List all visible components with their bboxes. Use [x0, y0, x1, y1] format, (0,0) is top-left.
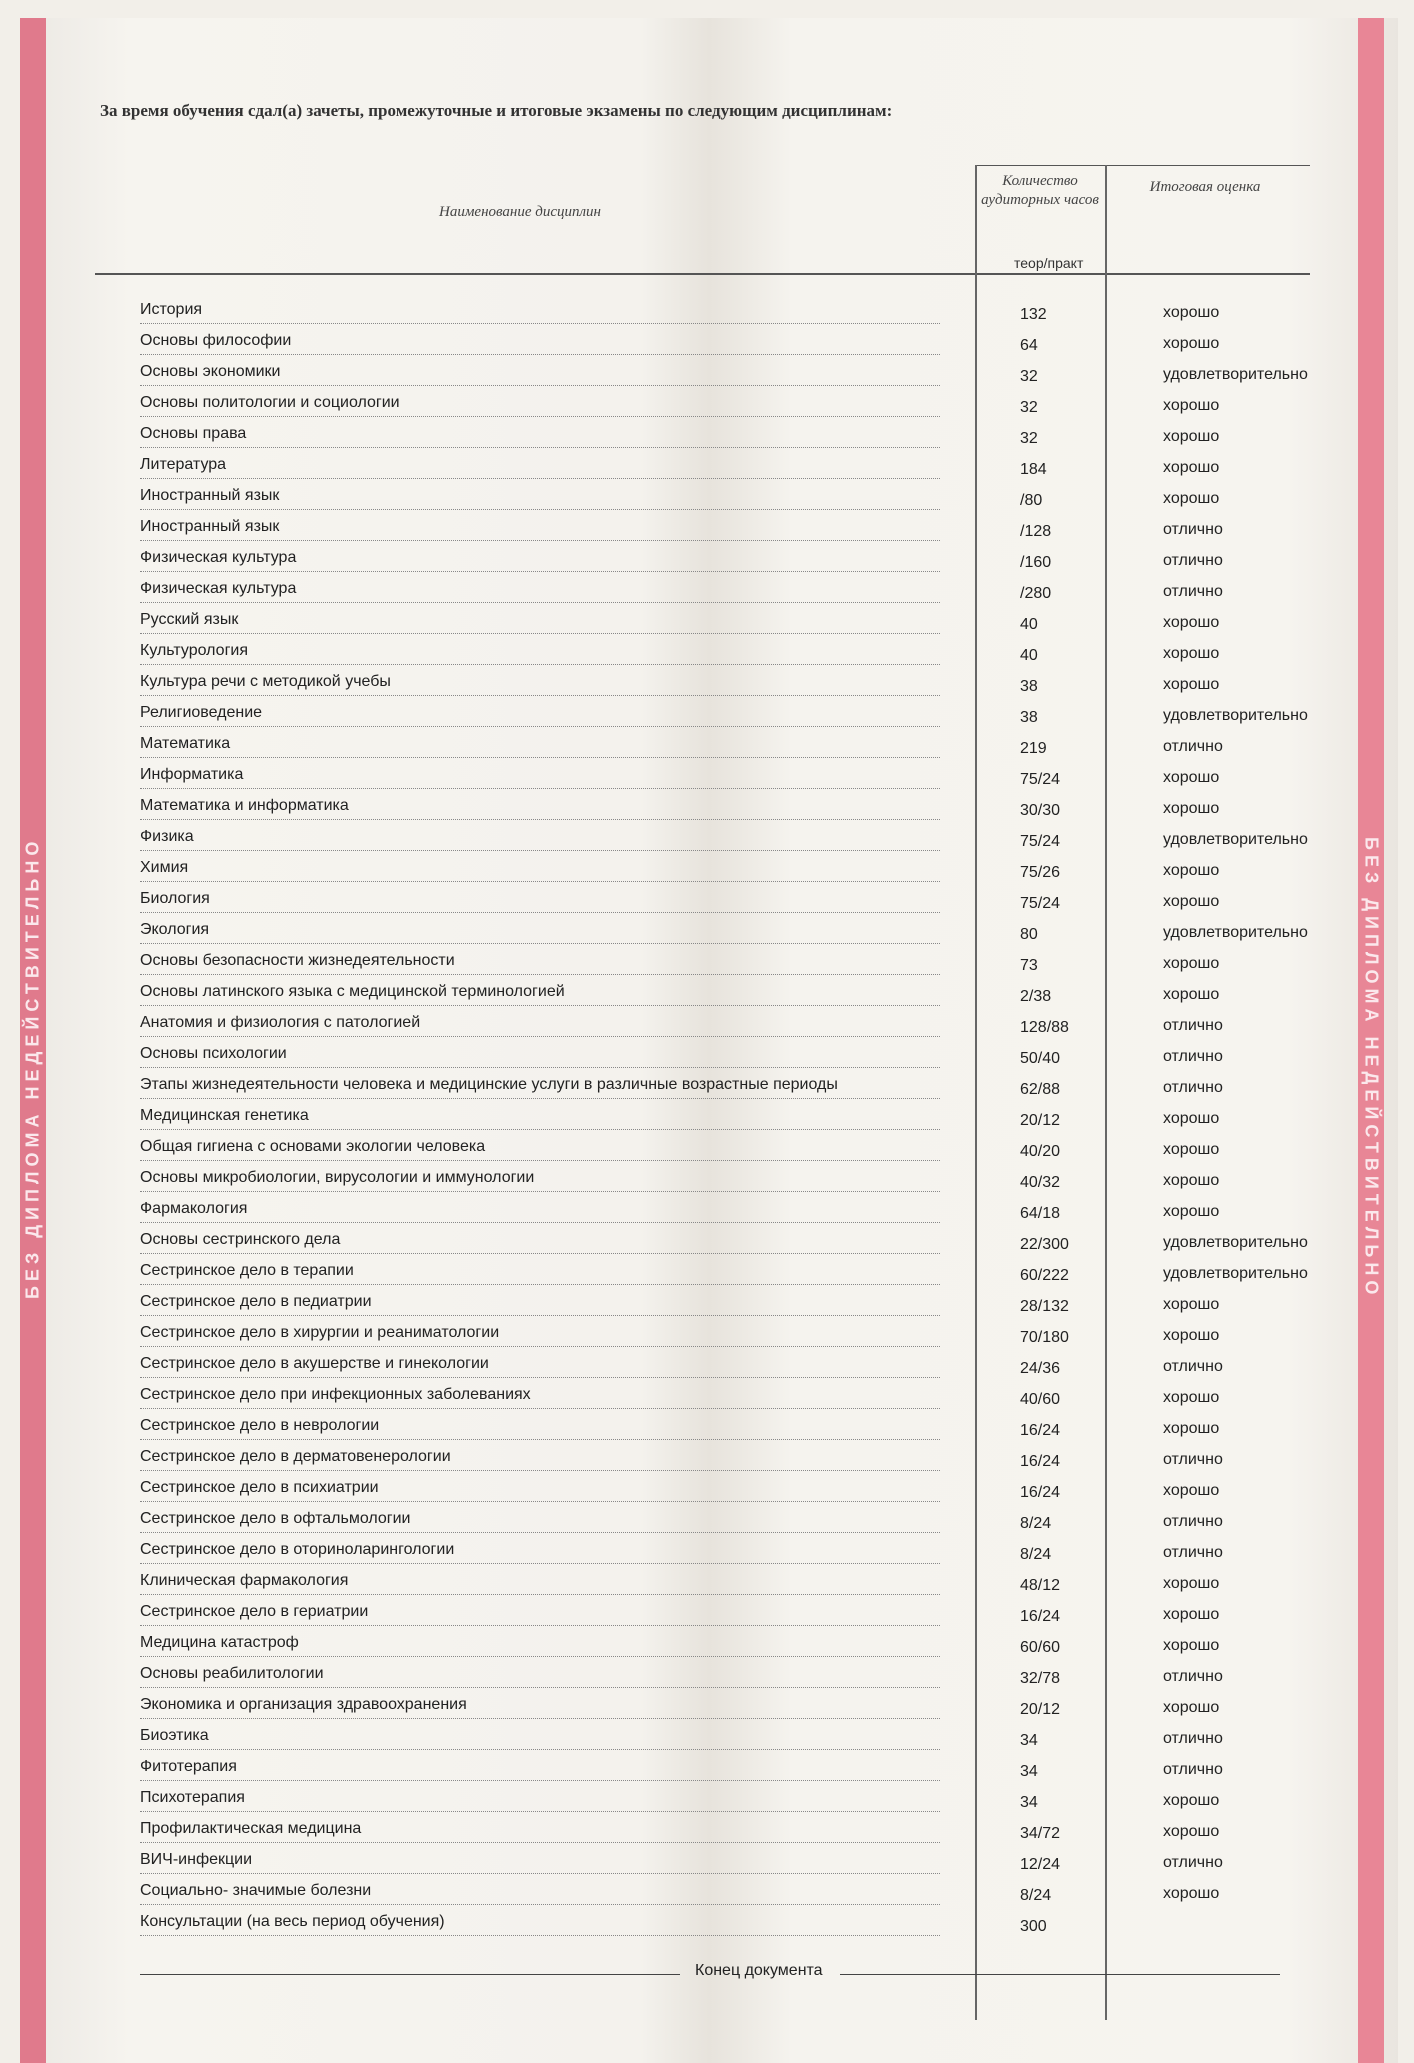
discipline-grade: хорошо: [1163, 1482, 1220, 1499]
discipline-name-text: Общая гигиена с основами экологии человека: [140, 1138, 486, 1155]
table-row: [140, 1573, 1290, 1597]
discipline-name: [140, 1231, 940, 1254]
discipline-name-text: Иностранный язык: [140, 518, 280, 535]
discipline-hours: 16/24: [1020, 1422, 1061, 1439]
discipline-name: [140, 1014, 940, 1037]
discipline-grade: хорошо: [1163, 862, 1220, 879]
discipline-hours: 12/24: [1020, 1856, 1061, 1873]
table-row: [140, 550, 1290, 574]
table-row: [140, 1542, 1290, 1566]
discipline-grade: хорошо: [1163, 986, 1220, 1003]
discipline-grade: хорошо: [1163, 1792, 1220, 1809]
discipline-hours: 40: [1020, 616, 1038, 633]
discipline-name-text: Сестринское дело в психиатрии: [140, 1479, 379, 1496]
table-row: [140, 828, 1308, 853]
discipline-grade: хорошо: [1163, 1172, 1220, 1189]
discipline-hours: 40/60: [1020, 1391, 1061, 1408]
table-row: [140, 1666, 1290, 1690]
discipline-hours: /160: [1020, 554, 1052, 571]
discipline-name: [140, 456, 940, 479]
discipline-name-text: Социально- значимые болезни: [140, 1882, 372, 1899]
discipline-grade: отлично: [1163, 1854, 1223, 1871]
discipline-name-text: ВИЧ-инфекции: [140, 1851, 253, 1868]
discipline-name: [140, 1045, 940, 1068]
table-row: [140, 674, 1290, 698]
discipline-grade: хорошо: [1163, 1141, 1220, 1158]
table-row: [140, 519, 1290, 543]
discipline-name-text: Информатика: [140, 766, 244, 783]
discipline-hours: 34: [1020, 1794, 1038, 1811]
table-row: [140, 1480, 1290, 1504]
discipline-grade: хорошо: [1163, 614, 1220, 631]
discipline-grade: удовлетворительно: [1163, 1234, 1308, 1251]
discipline-name: [140, 1882, 940, 1905]
discipline-name: [140, 921, 940, 944]
discipline-name-text: Экология: [140, 921, 210, 938]
discipline-name-text: Основы экономики: [140, 363, 281, 380]
discipline-grade: хорошо: [1163, 893, 1220, 910]
discipline-name-text: Основы реабилитологии: [140, 1665, 324, 1682]
table-row: [140, 767, 1290, 791]
discipline-hours: 64/18: [1020, 1205, 1061, 1222]
discipline-hours: 34: [1020, 1763, 1038, 1780]
footer-text: Конец документа: [695, 1962, 823, 1979]
table-row: [140, 1139, 1290, 1163]
discipline-name: [140, 1107, 940, 1130]
discipline-name-text: Сестринское дело в неврологии: [140, 1417, 380, 1434]
discipline-name-text: Русский язык: [140, 611, 239, 628]
discipline-hours: 62/88: [1020, 1081, 1061, 1098]
discipline-name: [140, 1851, 940, 1874]
discipline-name: [140, 797, 940, 820]
document-footer: [140, 1960, 1280, 1984]
discipline-name: [140, 1138, 940, 1161]
discipline-grade: хорошо: [1163, 769, 1220, 786]
discipline-name: [140, 828, 940, 851]
discipline-hours: 22/300: [1020, 1236, 1069, 1253]
discipline-grade: отлично: [1163, 1761, 1223, 1778]
discipline-name: [140, 1448, 940, 1471]
discipline-hours: 75/26: [1020, 864, 1061, 881]
discipline-grade: отлично: [1163, 1017, 1223, 1034]
discipline-hours: 2/38: [1020, 988, 1052, 1005]
table-row: [140, 1418, 1290, 1442]
discipline-hours: /80: [1020, 492, 1043, 509]
discipline-name: [140, 425, 940, 448]
discipline-hours: 32: [1020, 430, 1038, 447]
table-row: [140, 921, 1308, 946]
discipline-name-text: Фитотерапия: [140, 1758, 237, 1775]
discipline-name: [140, 580, 940, 603]
discipline-name-text: Иностранный язык: [140, 487, 280, 504]
discipline-name: [140, 1727, 940, 1750]
table-row: [140, 891, 1290, 915]
discipline-hours: 8/24: [1020, 1515, 1052, 1532]
discipline-name: [140, 332, 940, 355]
discipline-grade: хорошо: [1163, 1637, 1220, 1654]
table-row: [140, 1852, 1290, 1876]
discipline-name: [140, 611, 940, 634]
discipline-name: [140, 1076, 940, 1099]
discipline-hours: 16/24: [1020, 1484, 1061, 1501]
discipline-grade: хорошо: [1163, 1420, 1220, 1437]
discipline-name-text: Сестринское дело в хирургии и реаниматологии: [140, 1324, 500, 1341]
discipline-name: [140, 1572, 940, 1595]
discipline-name: [140, 1262, 940, 1285]
table-row: [140, 1759, 1290, 1783]
discipline-name-text: Анатомия и физиология с патологией: [140, 1014, 421, 1031]
discipline-grade: хорошо: [1163, 1296, 1220, 1313]
table-row: [140, 1325, 1290, 1349]
discipline-name: [140, 704, 940, 727]
discipline-hours: /128: [1020, 523, 1052, 540]
table-row: [140, 984, 1290, 1008]
discipline-hours: 20/12: [1020, 1112, 1061, 1129]
column-header-name: Наименование дисциплин: [439, 204, 601, 220]
discipline-grade: хорошо: [1163, 955, 1220, 972]
table-row: [140, 426, 1290, 450]
discipline-name-text: Медицина катастроф: [140, 1634, 299, 1651]
discipline-hours: /280: [1020, 585, 1052, 602]
discipline-name-text: Сестринское дело в дерматовенерологии: [140, 1448, 451, 1465]
table-row: [140, 1449, 1290, 1473]
discipline-hours: 40: [1020, 647, 1038, 664]
table-row: [140, 1015, 1290, 1039]
discipline-grade: отлично: [1163, 1048, 1223, 1065]
discipline-grade: хорошо: [1163, 1606, 1220, 1623]
discipline-grade: удовлетворительно: [1163, 707, 1308, 724]
discipline-name-text: Математика: [140, 735, 231, 752]
discipline-grade: удовлетворительно: [1163, 831, 1308, 848]
footer-rule-right: [840, 1974, 1280, 1975]
discipline-name: [140, 983, 940, 1006]
discipline-grade: хорошо: [1163, 1203, 1220, 1220]
discipline-hours: 30/30: [1020, 802, 1061, 819]
discipline-hours: 8/24: [1020, 1887, 1052, 1904]
discipline-grade: отлично: [1163, 552, 1223, 569]
discipline-name-text: Культурология: [140, 642, 249, 659]
table-row: [140, 1231, 1308, 1256]
discipline-name-text: Основы латинского языка с медицинской терминологией: [140, 983, 565, 1000]
discipline-hours: 219: [1020, 740, 1047, 757]
discipline-hours: 20/12: [1020, 1701, 1061, 1718]
table-row: [140, 1883, 1290, 1907]
table-row: [140, 1077, 1290, 1101]
discipline-name: [140, 952, 940, 975]
discipline-name: [140, 673, 940, 696]
discipline-name: [140, 1696, 940, 1719]
column-subheader-hours: теор/практ: [1014, 255, 1084, 271]
discipline-hours: 40/32: [1020, 1174, 1061, 1191]
discipline-grade: отлично: [1163, 521, 1223, 538]
discipline-name-text: Биология: [140, 890, 210, 907]
discipline-grade: хорошо: [1163, 335, 1220, 352]
discipline-hours: 60/222: [1020, 1267, 1069, 1284]
discipline-grade: хорошо: [1163, 800, 1220, 817]
discipline-grade: хорошо: [1163, 1699, 1220, 1716]
discipline-grade: отлично: [1163, 1358, 1223, 1375]
discipline-name: [140, 1665, 940, 1688]
discipline-name-text: Сестринское дело при инфекционных заболеваниях: [140, 1386, 531, 1403]
discipline-hours: 28/132: [1020, 1298, 1069, 1315]
discipline-name: [140, 1417, 940, 1440]
table-row: [140, 302, 1290, 326]
discipline-hours: 50/40: [1020, 1050, 1061, 1067]
discipline-name: [140, 642, 940, 665]
discipline-name: [140, 394, 940, 417]
discipline-name-text: Сестринское дело в офтальмологии: [140, 1510, 411, 1527]
table-row: [140, 1604, 1290, 1628]
discipline-grade: отлично: [1163, 1513, 1223, 1530]
table-row: [140, 1635, 1290, 1659]
discipline-hours: 70/180: [1020, 1329, 1069, 1346]
discipline-name-text: Биоэтика: [140, 1727, 209, 1744]
discipline-name-text: Основы права: [140, 425, 247, 442]
discipline-hours: 34: [1020, 1732, 1038, 1749]
discipline-name-text: Основы сестринского дела: [140, 1231, 341, 1248]
discipline-hours: 38: [1020, 709, 1038, 726]
table-row: [140, 643, 1290, 667]
discipline-name-text: Культура речи с методикой учебы: [140, 673, 391, 690]
discipline-hours: 132: [1020, 306, 1047, 323]
table-row: [140, 488, 1290, 512]
discipline-grade: хорошо: [1163, 1389, 1220, 1406]
discipline-hours: 34/72: [1020, 1825, 1061, 1842]
table-row: [140, 363, 1308, 388]
discipline-name: [140, 1634, 940, 1657]
discipline-name-text: Основы философии: [140, 332, 292, 349]
table-row: [140, 798, 1290, 822]
discipline-name: [140, 1820, 940, 1843]
discipline-hours: 73: [1020, 957, 1038, 974]
discipline-grade: отлично: [1163, 1668, 1223, 1685]
discipline-hours: 64: [1020, 337, 1038, 354]
discipline-name-text: Физическая культура: [140, 580, 297, 597]
discipline-name: [140, 487, 940, 510]
discipline-hours: 75/24: [1020, 895, 1061, 912]
discipline-hours: 32: [1020, 368, 1038, 385]
discipline-grade: отлично: [1163, 583, 1223, 600]
discipline-name-text: Этапы жизнедеятельности человека и медицинские услуги в различные возрастные периоды: [140, 1076, 838, 1093]
table-row: [140, 581, 1290, 605]
table-row: [140, 736, 1290, 760]
discipline-grade: хорошо: [1163, 304, 1220, 321]
header-rule-top: [975, 165, 1310, 166]
discipline-hours: 75/24: [1020, 771, 1061, 788]
table-row: [140, 1790, 1290, 1814]
discipline-hours: 75/24: [1020, 833, 1061, 850]
discipline-name: [140, 735, 940, 758]
discipline-hours: 128/88: [1020, 1019, 1069, 1036]
discipline-hours: 38: [1020, 678, 1038, 695]
table-row: [140, 1201, 1290, 1225]
table-row: [140, 1294, 1290, 1318]
discipline-name: [140, 1293, 940, 1316]
discipline-grade: хорошо: [1163, 1823, 1220, 1840]
discipline-name-text: Основы психологии: [140, 1045, 287, 1062]
discipline-hours: 8/24: [1020, 1546, 1052, 1563]
discipline-name: [140, 1386, 940, 1409]
discipline-name: [140, 1758, 940, 1781]
header-rule: [95, 273, 1310, 275]
table-row: [140, 1821, 1290, 1845]
discipline-grade: удовлетворительно: [1163, 366, 1308, 383]
discipline-grade: хорошо: [1163, 1110, 1220, 1127]
discipline-hours: 184: [1020, 461, 1047, 478]
table-row: [140, 1697, 1290, 1721]
table-row: [140, 860, 1290, 884]
table-row: [140, 704, 1308, 729]
discipline-name: [140, 859, 940, 882]
discipline-hours: 32: [1020, 399, 1038, 416]
discipline-name-text: Медицинская генетика: [140, 1107, 309, 1124]
side-warning-left: БЕЗ ДИПЛОМА НЕДЕЙСТВИТЕЛЬНО: [22, 836, 43, 1300]
discipline-grade: хорошо: [1163, 459, 1220, 476]
discipline-name: [140, 890, 940, 913]
discipline-grade: хорошо: [1163, 1575, 1220, 1592]
discipline-grade: хорошо: [1163, 490, 1220, 507]
discipline-name: [140, 1913, 940, 1936]
discipline-name-text: Экономика и организация здравоохранения: [140, 1696, 467, 1713]
discipline-name-text: Основы безопасности жизнедеятельности: [140, 952, 455, 969]
discipline-name: [140, 766, 940, 789]
discipline-name-text: Химия: [140, 859, 189, 876]
discipline-grade: отлично: [1163, 1730, 1223, 1747]
discipline-name-text: Психотерапия: [140, 1789, 245, 1806]
discipline-name: [140, 518, 940, 541]
table-row: [140, 1387, 1290, 1411]
column-header-grade: Итоговая оценка: [1149, 179, 1261, 195]
discipline-name-text: Сестринское дело в акушерстве и гинекологии: [140, 1355, 489, 1372]
side-warning-right: БЕЗ ДИПЛОМА НЕДЕЙСТВИТЕЛЬНО: [1361, 836, 1382, 1300]
footer-rule-left: [140, 1974, 680, 1975]
discipline-name-text: Физика: [140, 828, 194, 845]
table-row: [140, 457, 1290, 481]
table-row: [140, 612, 1290, 636]
discipline-name-text: Сестринское дело в педиатрии: [140, 1293, 372, 1310]
discipline-hours: 80: [1020, 926, 1038, 943]
discipline-name: [140, 1355, 940, 1378]
discipline-grade: хорошо: [1163, 645, 1220, 662]
discipline-name-text: Профилактическая медицина: [140, 1820, 362, 1837]
discipline-name-text: Сестринское дело в гериатрии: [140, 1603, 369, 1620]
discipline-name-text: Основы политологии и социологии: [140, 394, 400, 411]
discipline-name-text: Физическая культура: [140, 549, 297, 566]
discipline-grade: удовлетворительно: [1163, 1265, 1308, 1282]
discipline-name: [140, 301, 940, 324]
discipline-hours: 48/12: [1020, 1577, 1061, 1594]
discipline-grade: отлично: [1163, 1079, 1223, 1096]
discipline-hours: 60/60: [1020, 1639, 1061, 1656]
discipline-grade: хорошо: [1163, 397, 1220, 414]
table-row: [140, 1262, 1308, 1287]
table-row: [140, 333, 1290, 357]
discipline-name: [140, 1324, 940, 1347]
table-row: [140, 1108, 1290, 1132]
discipline-hours: 16/24: [1020, 1453, 1061, 1470]
table-row: [140, 953, 1290, 977]
discipline-name-text: Основы микробиологии, вирусологии и иммунологии: [140, 1169, 535, 1186]
discipline-grade: хорошо: [1163, 1885, 1220, 1902]
discipline-name: [140, 1169, 940, 1192]
discipline-grade: отлично: [1163, 1544, 1223, 1561]
table-row: [140, 1914, 1290, 1938]
discipline-name-text: Сестринское дело в терапии: [140, 1262, 354, 1279]
discipline-name: [140, 1541, 940, 1564]
intro-text: За время обучения сдал(а) зачеты, промежуточные и итоговые экзамены по следующим дисциплинам:: [100, 101, 893, 120]
column-header-hours: Количество аудиторных часов: [981, 173, 1099, 208]
table-row: [140, 395, 1290, 419]
discipline-grade: хорошо: [1163, 676, 1220, 693]
discipline-grade: хорошо: [1163, 1327, 1220, 1344]
discipline-name-text: Литература: [140, 456, 227, 473]
discipline-grade: удовлетворительно: [1163, 924, 1308, 941]
table-row: [140, 1356, 1290, 1380]
discipline-name: [140, 363, 940, 386]
discipline-hours: 300: [1020, 1918, 1047, 1935]
table-row: [140, 1046, 1290, 1070]
discipline-name-text: История: [140, 301, 203, 318]
discipline-hours: 40/20: [1020, 1143, 1061, 1160]
discipline-grade: отлично: [1163, 1451, 1223, 1468]
discipline-hours: 32/78: [1020, 1670, 1061, 1687]
discipline-name-text: Клиническая фармакология: [140, 1572, 349, 1589]
discipline-name-text: Религиоведение: [140, 704, 263, 721]
discipline-name: [140, 1510, 940, 1533]
discipline-name: [140, 549, 940, 572]
table-row: [140, 1511, 1290, 1535]
discipline-name: [140, 1789, 940, 1812]
discipline-name: [140, 1200, 940, 1223]
discipline-name-text: Фармакология: [140, 1200, 248, 1217]
discipline-grade: хорошо: [1163, 428, 1220, 445]
discipline-name-text: Сестринское дело в оториноларингологии: [140, 1541, 455, 1558]
discipline-name-text: Консультации (на весь период обучения): [140, 1913, 445, 1930]
discipline-hours: 16/24: [1020, 1608, 1061, 1625]
discipline-grade: отлично: [1163, 738, 1223, 755]
table-row: [140, 1170, 1290, 1194]
table-row: [140, 1728, 1290, 1752]
discipline-name: [140, 1479, 940, 1502]
discipline-name: [140, 1603, 940, 1626]
discipline-hours: 24/36: [1020, 1360, 1061, 1377]
discipline-name-text: Математика и информатика: [140, 797, 349, 814]
